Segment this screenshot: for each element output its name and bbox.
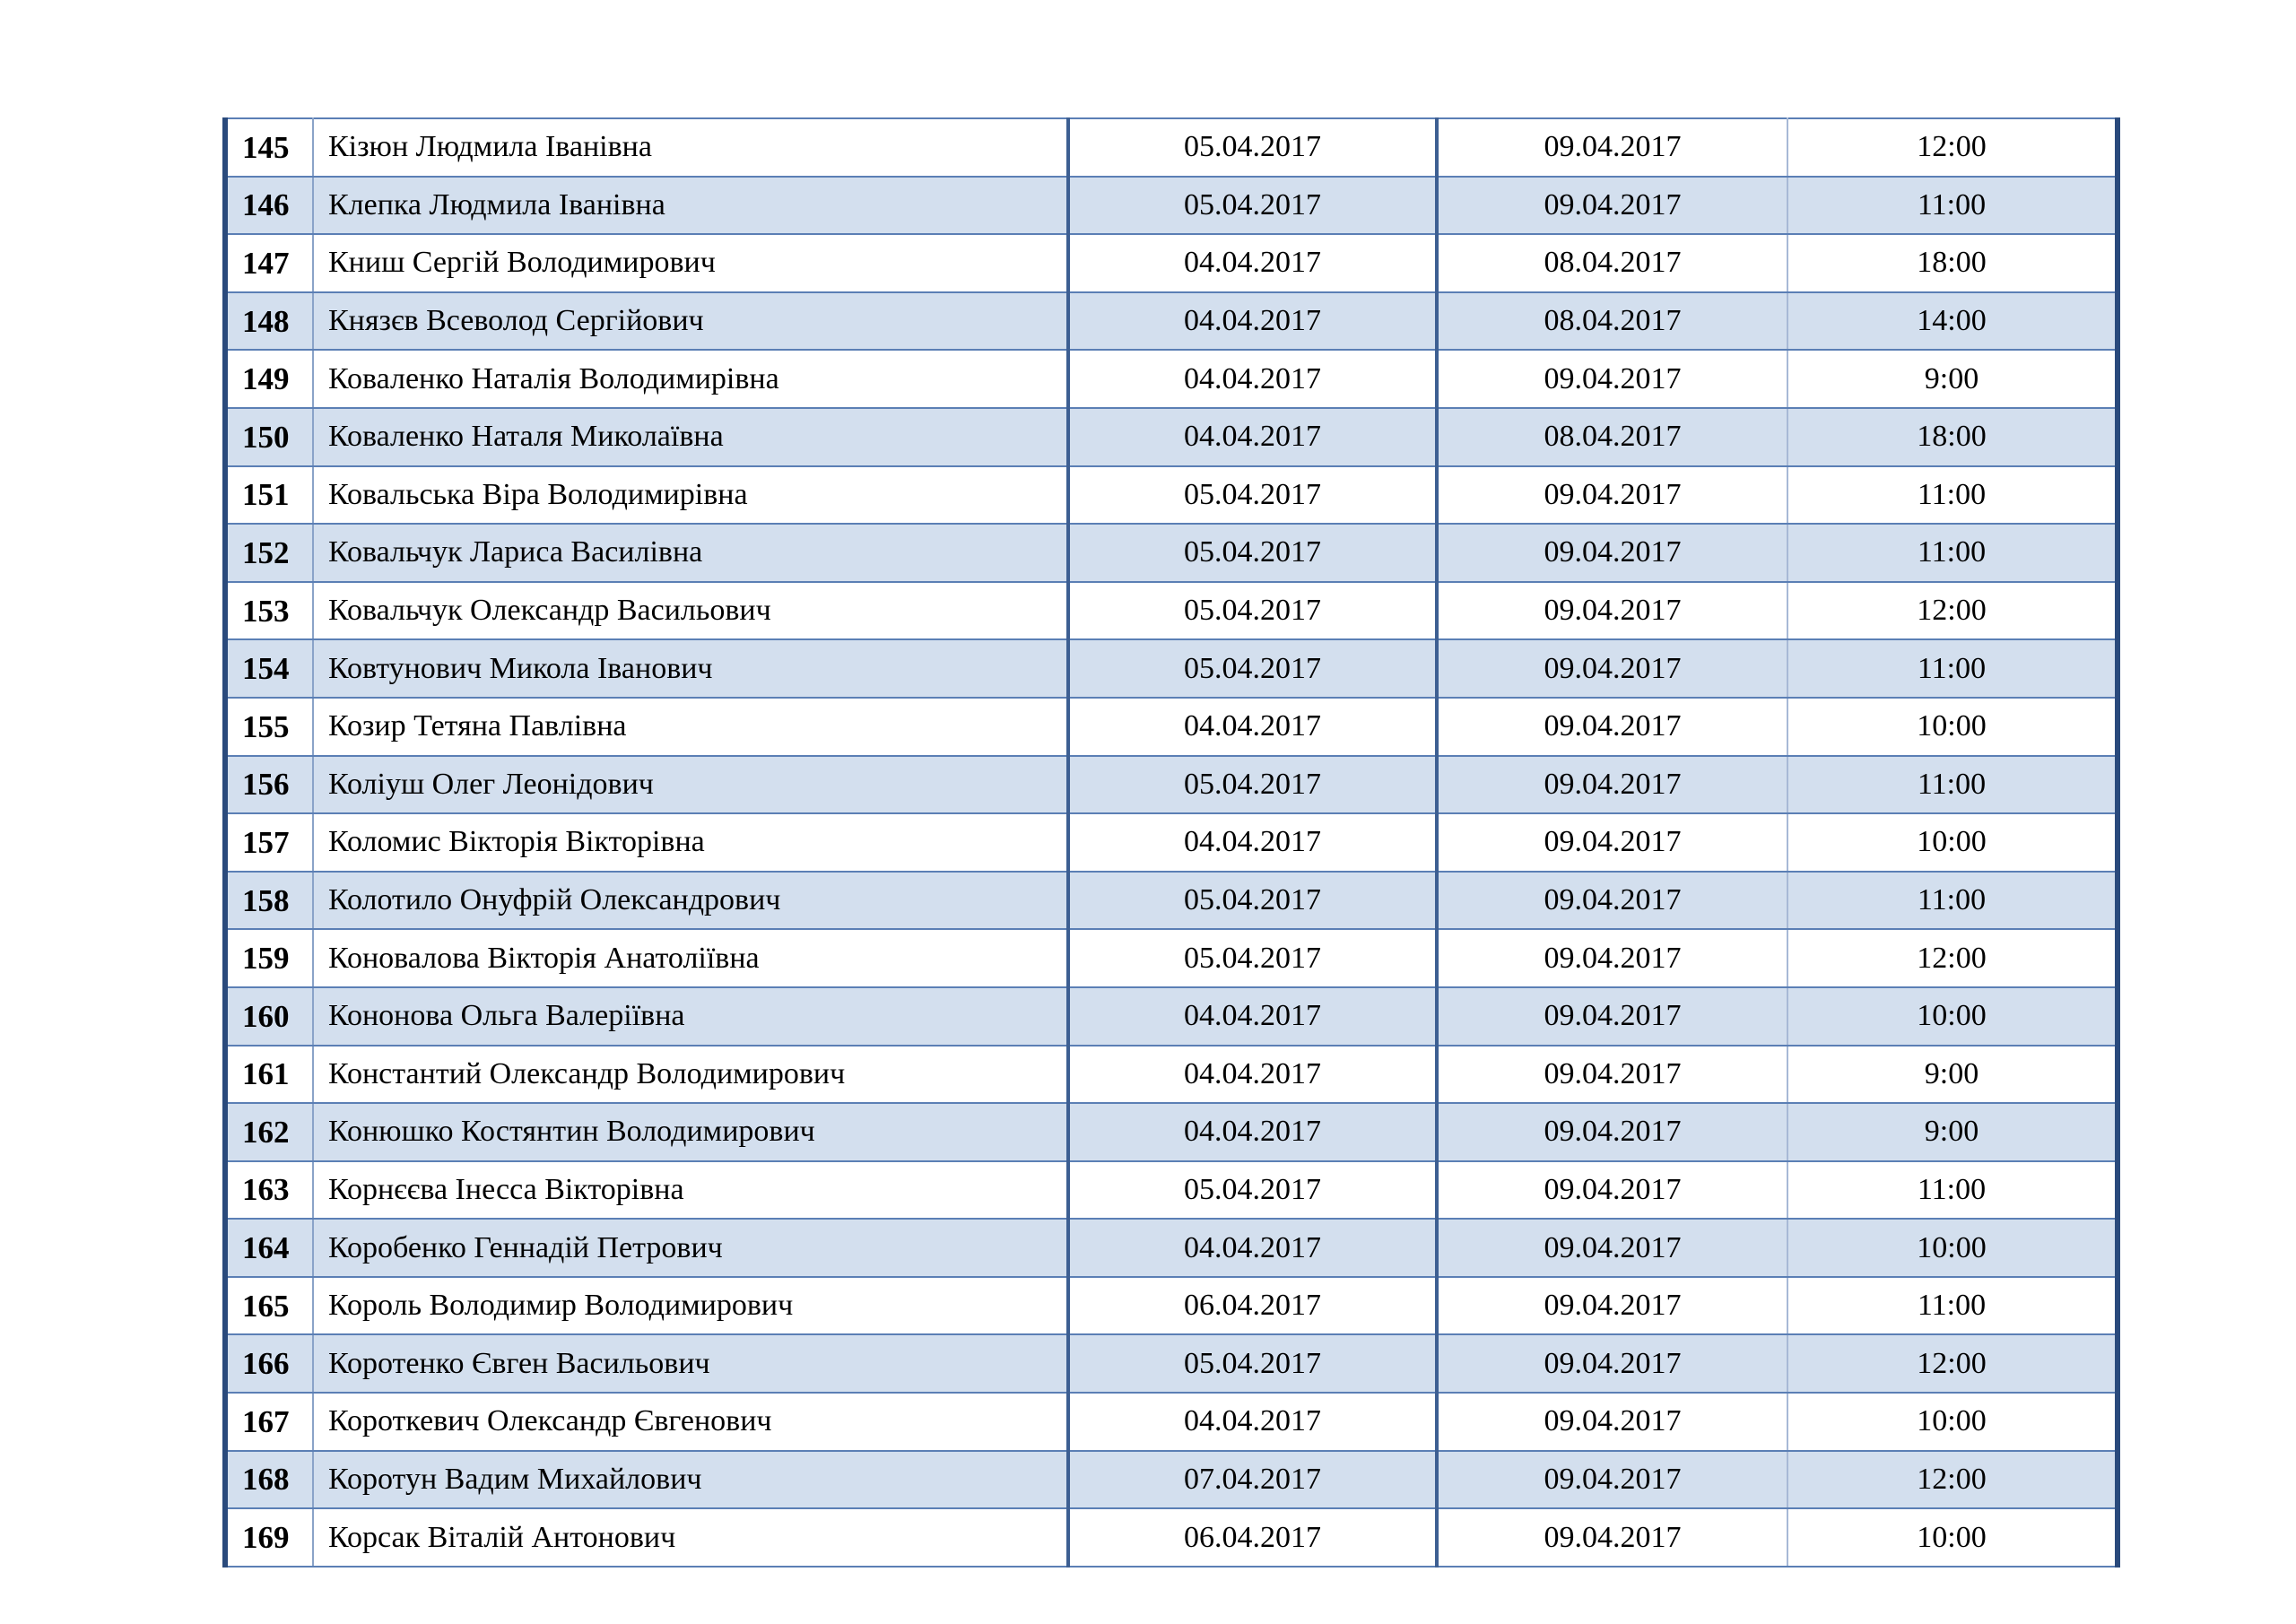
row-number: 153 — [225, 582, 313, 640]
row-number: 169 — [225, 1508, 313, 1567]
row-number: 150 — [225, 408, 313, 466]
time-value: 12:00 — [1787, 582, 2118, 640]
date-start: 04.04.2017 — [1068, 1393, 1437, 1451]
row-number: 148 — [225, 292, 313, 351]
row-number: 160 — [225, 987, 313, 1046]
table-row — [225, 1046, 2118, 1104]
row-number: 166 — [225, 1334, 313, 1393]
date-end: 09.04.2017 — [1437, 466, 1787, 525]
date-start: 04.04.2017 — [1068, 1103, 1437, 1161]
person-name: Ковальчук Лариса Василівна — [313, 524, 1068, 582]
person-name: Ковтунович Микола Іванович — [313, 639, 1068, 698]
person-name: Короткевич Олександр Євгенович — [313, 1393, 1068, 1451]
person-name: Король Володимир Володимирович — [313, 1277, 1068, 1335]
person-name: Конюшко Костянтин Володимирович — [313, 1103, 1068, 1161]
table-row — [225, 582, 2118, 640]
time-value: 12:00 — [1787, 929, 2118, 987]
date-end: 09.04.2017 — [1437, 698, 1787, 756]
person-name: Ковальчук Олександр Васильович — [313, 582, 1068, 640]
row-number: 165 — [225, 1277, 313, 1335]
time-value: 11:00 — [1787, 177, 2118, 235]
date-end: 09.04.2017 — [1437, 987, 1787, 1046]
date-end: 09.04.2017 — [1437, 350, 1787, 408]
person-name: Князєв Всеволод Сергійович — [313, 292, 1068, 351]
date-start: 04.04.2017 — [1068, 813, 1437, 872]
row-number: 157 — [225, 813, 313, 872]
person-name: Книш Сергій Володимирович — [313, 234, 1068, 292]
row-number: 162 — [225, 1103, 313, 1161]
row-number: 156 — [225, 756, 313, 814]
row-number: 161 — [225, 1046, 313, 1104]
person-name: Коваленко Наталя Миколаївна — [313, 408, 1068, 466]
table-row — [225, 408, 2118, 466]
person-name: Корнєєва Інесса Вікторівна — [313, 1161, 1068, 1220]
row-number: 159 — [225, 929, 313, 987]
row-number: 149 — [225, 350, 313, 408]
date-start: 05.04.2017 — [1068, 1161, 1437, 1220]
person-name: Клепка Людмила Іванівна — [313, 177, 1068, 235]
roster-table — [222, 117, 2120, 1568]
date-start: 07.04.2017 — [1068, 1451, 1437, 1509]
date-end: 09.04.2017 — [1437, 813, 1787, 872]
time-value: 9:00 — [1787, 1046, 2118, 1104]
time-value: 9:00 — [1787, 1103, 2118, 1161]
roster-table-body — [225, 118, 2118, 1567]
date-start: 05.04.2017 — [1068, 1334, 1437, 1393]
date-start: 04.04.2017 — [1068, 350, 1437, 408]
date-start: 05.04.2017 — [1068, 177, 1437, 235]
table-row — [225, 350, 2118, 408]
person-name: Коновалова Вікторія Анатоліївна — [313, 929, 1068, 987]
table-row — [225, 1334, 2118, 1393]
time-value: 11:00 — [1787, 872, 2118, 930]
person-name: Коробенко Геннадій Петрович — [313, 1219, 1068, 1277]
time-value: 11:00 — [1787, 639, 2118, 698]
time-value: 11:00 — [1787, 1277, 2118, 1335]
date-start: 04.04.2017 — [1068, 698, 1437, 756]
date-end: 09.04.2017 — [1437, 756, 1787, 814]
time-value: 12:00 — [1787, 1451, 2118, 1509]
date-start: 06.04.2017 — [1068, 1508, 1437, 1567]
date-start: 05.04.2017 — [1068, 582, 1437, 640]
time-value: 18:00 — [1787, 234, 2118, 292]
date-end: 09.04.2017 — [1437, 177, 1787, 235]
table-row — [225, 466, 2118, 525]
table-row — [225, 118, 2118, 177]
time-value: 18:00 — [1787, 408, 2118, 466]
date-start: 05.04.2017 — [1068, 466, 1437, 525]
date-end: 08.04.2017 — [1437, 408, 1787, 466]
person-name: Корсак Віталій Антонович — [313, 1508, 1068, 1567]
row-number: 167 — [225, 1393, 313, 1451]
person-name: Коліуш Олег Леонідович — [313, 756, 1068, 814]
date-end: 09.04.2017 — [1437, 582, 1787, 640]
row-number: 154 — [225, 639, 313, 698]
person-name: Козир Тетяна Павлівна — [313, 698, 1068, 756]
row-number: 168 — [225, 1451, 313, 1509]
time-value: 10:00 — [1787, 1508, 2118, 1567]
row-number: 147 — [225, 234, 313, 292]
date-start: 05.04.2017 — [1068, 929, 1437, 987]
person-name: Колотило Онуфрій Олександрович — [313, 872, 1068, 930]
time-value: 10:00 — [1787, 698, 2118, 756]
row-number: 145 — [225, 118, 313, 177]
date-end: 09.04.2017 — [1437, 639, 1787, 698]
row-number: 164 — [225, 1219, 313, 1277]
date-end: 09.04.2017 — [1437, 1334, 1787, 1393]
date-end: 08.04.2017 — [1437, 292, 1787, 351]
time-value: 11:00 — [1787, 1161, 2118, 1220]
date-end: 09.04.2017 — [1437, 929, 1787, 987]
table-row — [225, 756, 2118, 814]
date-start: 04.04.2017 — [1068, 408, 1437, 466]
row-number: 155 — [225, 698, 313, 756]
row-number: 158 — [225, 872, 313, 930]
row-number: 146 — [225, 177, 313, 235]
time-value: 12:00 — [1787, 1334, 2118, 1393]
date-start: 06.04.2017 — [1068, 1277, 1437, 1335]
time-value: 10:00 — [1787, 1393, 2118, 1451]
date-start: 04.04.2017 — [1068, 234, 1437, 292]
date-end: 09.04.2017 — [1437, 1046, 1787, 1104]
date-end: 09.04.2017 — [1437, 1508, 1787, 1567]
table-row — [225, 234, 2118, 292]
date-end: 09.04.2017 — [1437, 872, 1787, 930]
date-start: 04.04.2017 — [1068, 1046, 1437, 1104]
time-value: 11:00 — [1787, 524, 2118, 582]
table-row — [225, 1393, 2118, 1451]
time-value: 12:00 — [1787, 118, 2118, 177]
time-value: 14:00 — [1787, 292, 2118, 351]
date-end: 09.04.2017 — [1437, 118, 1787, 177]
person-name: Коротун Вадим Михайлович — [313, 1451, 1068, 1509]
date-start: 04.04.2017 — [1068, 1219, 1437, 1277]
person-name: Коваленко Наталія Володимирівна — [313, 350, 1068, 408]
person-name: Ковальська Віра Володимирівна — [313, 466, 1068, 525]
time-value: 10:00 — [1787, 987, 2118, 1046]
table-row — [225, 177, 2118, 235]
date-end: 09.04.2017 — [1437, 524, 1787, 582]
date-end: 09.04.2017 — [1437, 1103, 1787, 1161]
date-end: 09.04.2017 — [1437, 1451, 1787, 1509]
row-number: 151 — [225, 466, 313, 525]
person-name: Коротенко Євген Васильович — [313, 1334, 1068, 1393]
date-end: 08.04.2017 — [1437, 234, 1787, 292]
date-start: 05.04.2017 — [1068, 118, 1437, 177]
time-value: 9:00 — [1787, 350, 2118, 408]
time-value: 11:00 — [1787, 466, 2118, 525]
row-number: 163 — [225, 1161, 313, 1220]
table-row — [225, 1277, 2118, 1335]
date-start: 05.04.2017 — [1068, 524, 1437, 582]
table-row — [225, 698, 2118, 756]
date-start: 05.04.2017 — [1068, 872, 1437, 930]
date-start: 05.04.2017 — [1068, 639, 1437, 698]
date-start: 04.04.2017 — [1068, 987, 1437, 1046]
date-end: 09.04.2017 — [1437, 1161, 1787, 1220]
table-row — [225, 1103, 2118, 1161]
table-row — [225, 872, 2118, 930]
table-row — [225, 1451, 2118, 1509]
table-row — [225, 1219, 2118, 1277]
row-number: 152 — [225, 524, 313, 582]
time-value: 10:00 — [1787, 1219, 2118, 1277]
date-end: 09.04.2017 — [1437, 1393, 1787, 1451]
table-row — [225, 639, 2118, 698]
table-row — [225, 292, 2118, 351]
person-name: Коломис Вікторія Вікторівна — [313, 813, 1068, 872]
table-row — [225, 987, 2118, 1046]
table-row — [225, 1161, 2118, 1220]
time-value: 10:00 — [1787, 813, 2118, 872]
table-row — [225, 524, 2118, 582]
table-row — [225, 1508, 2118, 1567]
person-name: Кононова Ольга Валеріївна — [313, 987, 1068, 1046]
date-end: 09.04.2017 — [1437, 1277, 1787, 1335]
person-name: Кізюн Людмила Іванівна — [313, 118, 1068, 177]
time-value: 11:00 — [1787, 756, 2118, 814]
date-start: 04.04.2017 — [1068, 292, 1437, 351]
date-start: 05.04.2017 — [1068, 756, 1437, 814]
person-name: Константий Олександр Володимирович — [313, 1046, 1068, 1104]
date-end: 09.04.2017 — [1437, 1219, 1787, 1277]
table-row — [225, 929, 2118, 987]
table-row — [225, 813, 2118, 872]
